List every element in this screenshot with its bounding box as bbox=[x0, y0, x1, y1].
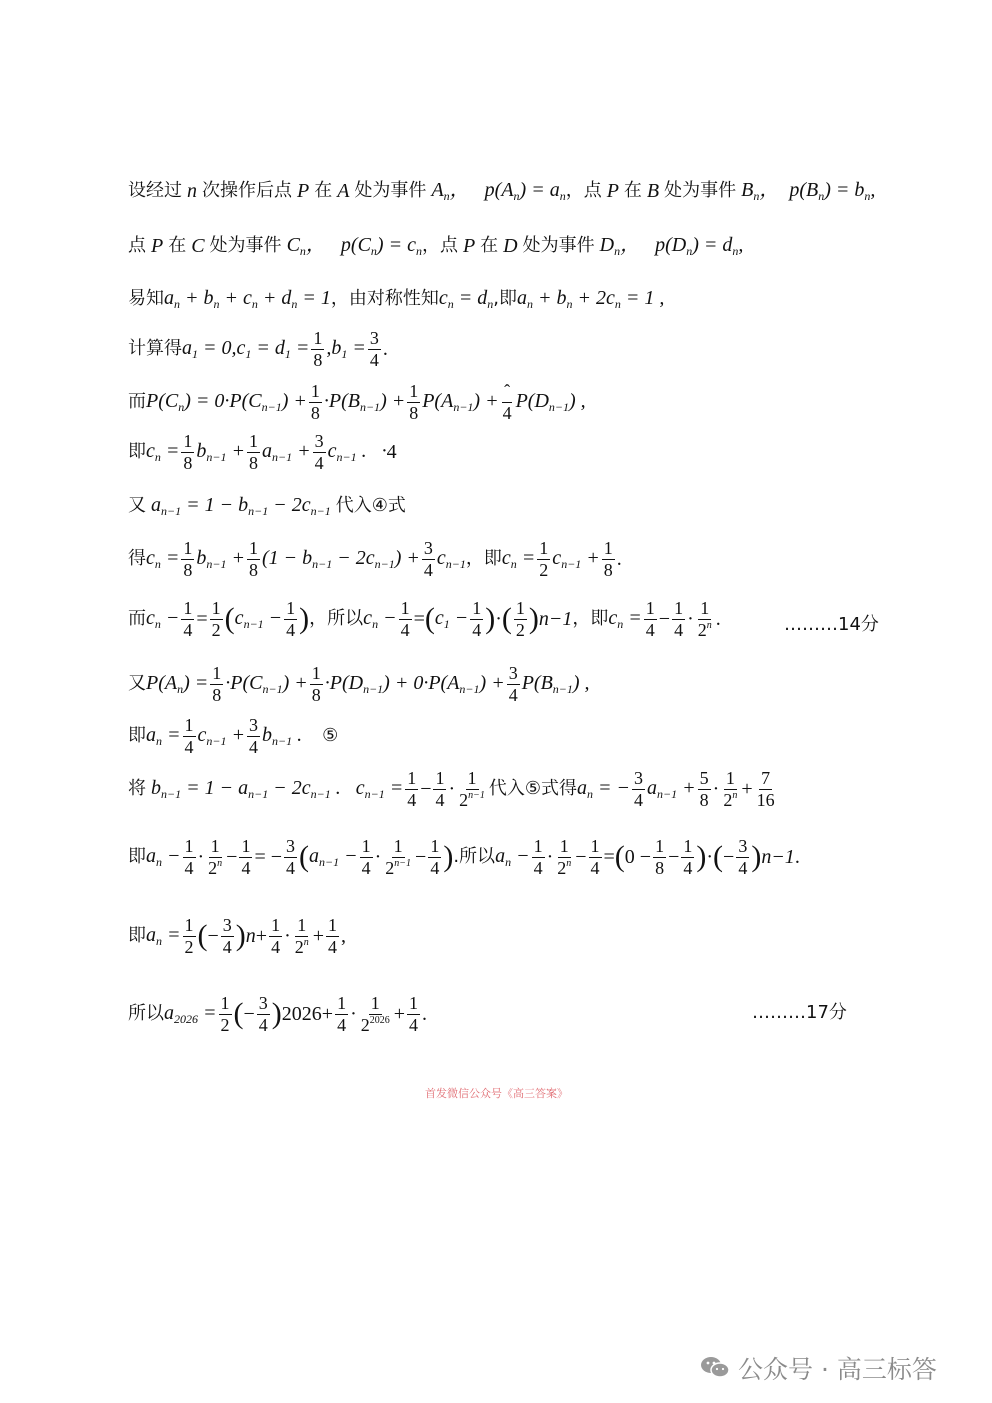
footer-account bbox=[700, 1350, 937, 1386]
line-8: 得 $c_n$ = $\frac{1}{8}$ $b_{n-1}$ + $\frac{1}{8}$ $(1 - b_{n-1} - 2c_{n-1})$ + $\frac{3}{4}$ $c_{n-1}$ ，即 $c_n$ = $\frac{1}{2}$ $c_{n-1}$ + $\frac{1}{8}$ . bbox=[128, 538, 622, 580]
line-1: 设经过 n 次操作后点 P 在 A 处为事件 $A_n$， $p(A_n) = a_n$ ，点 P 在 B 处为事件 $B_n$， $p(B_n) = b_n$, bbox=[128, 179, 876, 203]
line-15: 所以 $a_{2026}$ = $\frac{1}{2}$ ( − $\frac{3}{4}$ ) 2026 + $\frac{1}{4}$ · $\frac{1}{2^{2026}}$ + $\frac{1}{4}$ . bbox=[128, 993, 428, 1035]
line-2: 点 P 在 C 处为事件 $C_n$， $p(C_n) = c_n$ ，点 P 在 D 处为事件 $D_n$， $p(D_n) = d_n$, bbox=[128, 234, 744, 258]
line-7: 又 $a_{n-1} = 1 - b_{n-1} - 2c_{n-1}$ 代入④式 bbox=[128, 494, 406, 518]
line-11: 即 $a_n$ = $\frac{1}{4}$ $c_{n-1}$ + $\frac{3}{4}$ $b_{n-1}$ . ⑤ bbox=[128, 715, 339, 757]
watermark: 首发微信公众号《高三答案》 bbox=[425, 1087, 568, 1100]
footer-text: 公众号 · 高三标答 bbox=[738, 1355, 937, 1384]
score-17: ………17分 bbox=[752, 1002, 847, 1023]
wechat-icon bbox=[700, 1355, 730, 1381]
score-14: ………14分 bbox=[784, 614, 879, 635]
line-3: 易知 $a_n + b_n + c_n + d_n = 1$ ，由对称性知 $c_n = d_n$ ,即 $a_n + b_n + 2c_n = 1$ , bbox=[128, 287, 665, 311]
line-14: 即 $a_n$ = $\frac{1}{2}$ ( − $\frac{3}{4}$ ) n + $\frac{1}{4}$ · $\frac{1}{2^n}$ + $\frac{1}{4}$ , bbox=[128, 915, 347, 957]
line-10: 又 $P(A_n)$ = $\frac{1}{8}$ $\cdot P(C_{n-1})$ + $\frac{1}{8}$ $\cdot P(D_{n-1}) + 0\cdot P(A_{n-1})$ + $\frac{3}{4}$ $P(B_{n-1})$ , bbox=[128, 663, 590, 705]
line-4: 计算得 $a_1 = 0,c_1 = d_1$ = $\frac{1}{8}$ $,b_1$ = $\frac{3}{4}$ . bbox=[128, 328, 388, 370]
line-6: 即 $c_n$ = $\frac{1}{8}$ $b_{n-1}$ + $\frac{1}{8}$ $a_{n-1}$ + $\frac{3}{4}$ $c_{n-1}$ . · 4 bbox=[128, 431, 397, 473]
line-9: 而 $c_n$ − $\frac{1}{4}$ = $\frac{1}{2}$ ( $c_{n-1}$ − $\frac{1}{4}$ ) ，所以 $c_n$ − $\frac{1}{4}$ = ( $c_1$ − $\frac{1}{4}$ ) · ( $\frac{1}{2}$ ) n−1 ，即 $c_n$ = $\frac{1}{4}$ − $\frac{1}{4}$ · $\frac{1}{2^n}$ . bbox=[128, 598, 721, 640]
line-12: 将 $b_{n-1} = 1 - a_{n-1} - 2c_{n-1}$ . $c_{n-1}$ = $\frac{1}{4}$ − $\frac{1}{4}$ · $\frac{1}{2^{n-1}}$ 代入⑤式得 $a_n$ = − $\frac{3}{4}$ $a_{n-1}$ + $\frac{5}{8}$ · $\frac{1}{2^n}$ + $\frac{7}{16}$ bbox=[128, 768, 775, 810]
line-13: 即 $a_n$ − $\frac{1}{4}$ · $\frac{1}{2^n}$ − $\frac{1}{4}$ = − $\frac{3}{4}$ ( $a_{n-1}$ − $\frac{1}{4}$ · $\frac{1}{2^{n-1}}$ − $\frac{1}{4}$ ) .所以 $a_n$ − $\frac{1}{4}$ · $\frac{1}{2^n}$ − $\frac{1}{4}$ = ( 0 − $\frac{1}{8}$ − $\frac{1}{4}$ ) · ( − $\frac{3}{4}$ ) n−1 . bbox=[128, 836, 800, 878]
line-5: 而 $P(C_n) = 0\cdot P(C_{n-1})$ + $\frac{1}{8}$ $\cdot P(B_{n-1})$ + $\frac{1}{8}$ $P(A_{n-1})$ + $\frac{\text{ˆ}}{4}$ $P(D_{n-1})$ , bbox=[128, 381, 586, 423]
